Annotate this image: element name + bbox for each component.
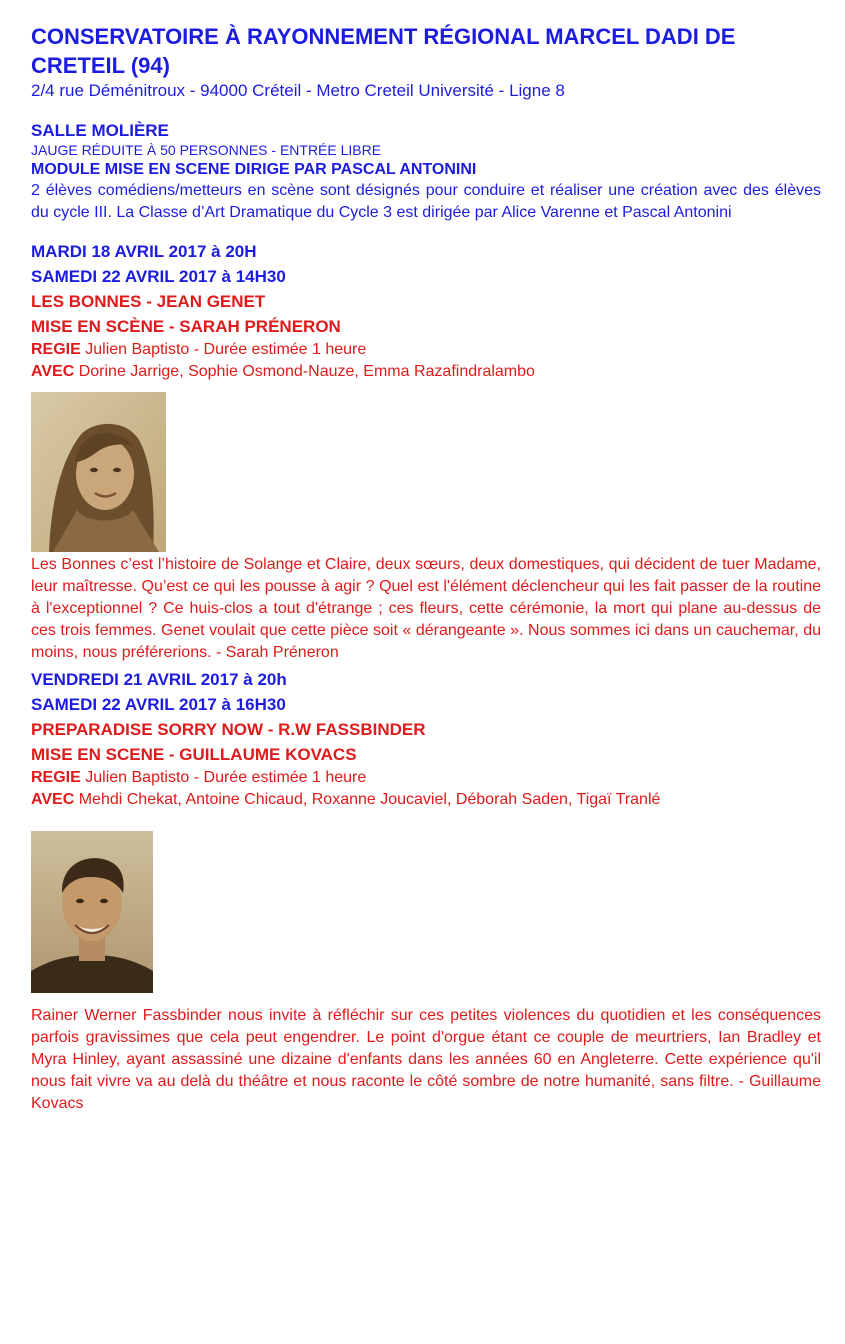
avec-text: Mehdi Chekat, Antoine Chicaud, Roxanne Joucaviel, Déborah Saden, Tigaï Tranlé [74, 791, 661, 808]
show-regie [31, 339, 821, 361]
page [31, 22, 821, 1115]
portrait-man-photo [31, 831, 153, 993]
regie-label: REGIE [31, 341, 81, 358]
portrait-woman-photo [31, 392, 166, 552]
address: 2/4 rue Déménitroux - 94000 Créteil - Metro Creteil Université - Ligne 8 [31, 81, 565, 100]
show-director: MISE EN SCENE - GUILLAUME KOVACS [31, 745, 357, 764]
avec-label: AVEC [31, 791, 75, 808]
regie-text: Julien Baptisto - Durée estimée 1 heure [80, 769, 367, 786]
show-section-1 [31, 239, 821, 664]
regie-label: REGIE [31, 769, 81, 786]
show-regie [31, 767, 821, 789]
module-description: 2 élèves comédiens/metteurs en scène sont désignés pour conduire et réaliser une création avec des élèves du cycle III. La Classe d’Art Dramatique du Cycle 3 est dirigée par Alice Varenne et Pascal Antonini [31, 182, 821, 221]
venue-name: SALLE MOLIÈRE [31, 121, 169, 140]
show-description: Rainer Werner Fassbinder nous invite à réfléchir sur ces petites violences du quotidien et les conséquences parfois gravissimes que cela peut engendrer. Le point d'orgue étant ce couple de meurtriers, Ian Bradley et Myra Hinley, ayant assassiné une dizaine d'enfants dans les années 60 en Angleterre. Cette expérience qu'il nous fait vivre va au delà du théâtre et nous raconte le côté sombre de notre humanité, sans filtre. - Guillaume Kovacs [31, 1007, 821, 1112]
show-cast [31, 361, 821, 383]
venue-capacity: JAUGE RÉDUITE À 50 PERSONNES - ENTRÉE LIBRE [31, 142, 382, 158]
avec-label: AVEC [31, 363, 75, 380]
module-heading: MODULE MISE EN SCENE DIRIGE PAR PASCAL ANTONINI [31, 161, 477, 178]
show-date: VENDREDI 21 AVRIL 2017 à 20h [31, 670, 287, 689]
show-title: PREPARADISE SORRY NOW - R.W FASSBINDER [31, 720, 426, 739]
show-section-2 [31, 667, 821, 1115]
show-date: MARDI 18 AVRIL 2017 à 20H [31, 242, 257, 261]
show-date: SAMEDI 22 AVRIL 2017 à 16H30 [31, 695, 286, 714]
show-cast [31, 789, 821, 811]
show-director: MISE EN SCÈNE - SARAH PRÉNERON [31, 317, 341, 336]
page-title: CONSERVATOIRE À RAYONNEMENT RÉGIONAL MARCEL DADI DE CRETEIL (94) [31, 24, 736, 78]
avec-text: Dorine Jarrige, Sophie Osmond-Nauze, Emma Razafindralambo [74, 363, 535, 380]
show-description: Les Bonnes c’est l’histoire de Solange et Claire, deux sœurs, deux domestiques, qui décident de tuer Madame, leur maîtresse. Qu’est ce qui les pousse à agir ? Quel est l'élément déclencheur qui les fait passer de la routine à l'exceptionnel ? Ce huis-clos a tout d'étrange ; ces fleurs, cette cérémonie, la mort qui plane au-dessus de ces trois femmes. Genet voulait que cette pièce soit « dérangeante ». Nous sommes ici dans un cauchemar, du moins, nous préférerions. - Sarah Préneron [31, 556, 821, 661]
regie-text: Julien Baptisto - Durée estimée 1 heure [80, 341, 367, 358]
show-date: SAMEDI 22 AVRIL 2017 à 14H30 [31, 267, 286, 286]
show-title: LES BONNES - JEAN GENET [31, 292, 266, 311]
